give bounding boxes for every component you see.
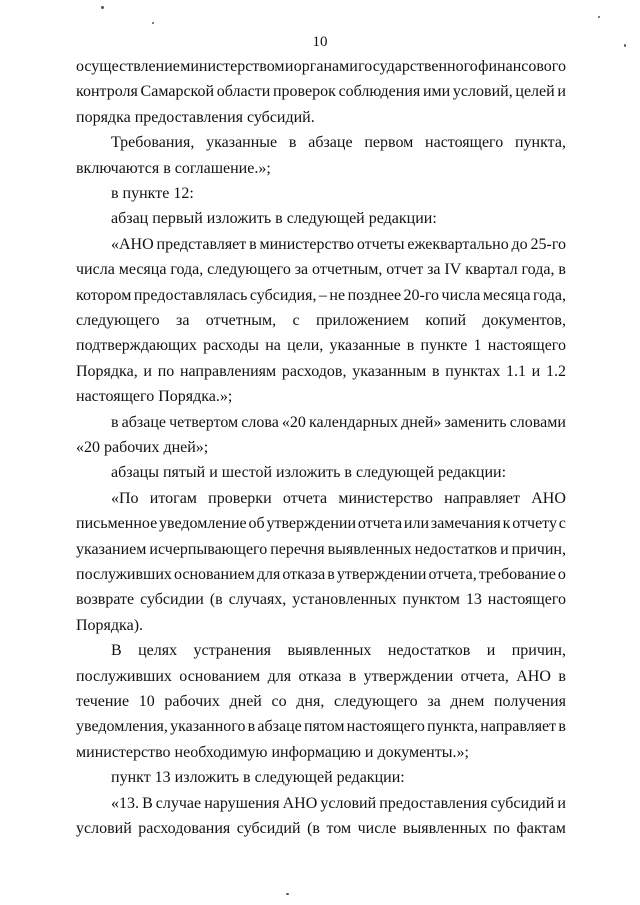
word: указанные	[329, 337, 401, 355]
page-number: 10	[312, 34, 328, 50]
word: проверок	[272, 83, 336, 101]
word: котором	[76, 286, 132, 304]
word: в	[558, 261, 566, 279]
word: календарных	[308, 413, 398, 431]
text-line	[111, 489, 566, 508]
word: «13.	[111, 794, 139, 812]
word: или	[403, 515, 430, 533]
text-line	[76, 57, 566, 76]
word: получения	[493, 693, 566, 710]
scan-speck	[286, 893, 289, 895]
word: расходов,	[281, 362, 347, 380]
word: Самарской	[140, 83, 215, 101]
word: письменное	[76, 515, 158, 533]
word: квартал	[465, 261, 518, 279]
word: возврате	[76, 591, 135, 609]
word: утверждении	[336, 566, 427, 583]
word: субсидия,	[249, 286, 317, 304]
word: в	[348, 667, 357, 685]
text-line: в пункте 12:	[111, 185, 194, 202]
word: (в	[307, 820, 320, 837]
text-line	[76, 514, 566, 533]
word: в	[431, 362, 440, 380]
word: органами	[293, 58, 358, 75]
word: отчету	[512, 515, 557, 533]
word: месяца	[118, 261, 167, 279]
word: В	[111, 642, 122, 660]
word: до	[511, 235, 528, 253]
scan-speck	[152, 22, 154, 24]
word: министерство	[338, 489, 433, 507]
word: приложением	[315, 312, 409, 329]
word: контроля	[76, 83, 138, 101]
word: и	[557, 83, 566, 101]
text-line: Порядка).	[76, 616, 144, 634]
word: недостатков	[387, 642, 471, 660]
word: замечания	[430, 515, 501, 533]
word: с	[558, 515, 566, 533]
word: подтверждающих	[76, 337, 197, 355]
word: месяца	[482, 286, 531, 304]
word: настоящего	[487, 337, 566, 355]
word: пунктом	[402, 591, 460, 609]
text-line: абзац первый изложить в следующей редакции:	[111, 210, 437, 228]
word: устранения	[193, 642, 272, 660]
word: АНО	[531, 489, 566, 507]
word: субсидий	[236, 820, 301, 837]
word: за	[294, 261, 309, 279]
word: и	[557, 794, 566, 812]
text-line	[76, 311, 566, 330]
text-line	[111, 133, 566, 152]
word: слова	[241, 413, 279, 431]
word: и	[531, 362, 541, 380]
word: утверждении	[266, 515, 357, 533]
word: о	[557, 566, 566, 583]
word: настоящего	[487, 591, 566, 609]
word: первом	[364, 134, 414, 152]
word: основанием	[173, 566, 255, 583]
word: послуживших	[76, 566, 172, 583]
word: проверки	[208, 489, 272, 507]
word: условий,	[452, 83, 513, 101]
word: 1	[473, 337, 482, 355]
word: (в	[209, 591, 223, 609]
word: недостатков	[414, 540, 498, 558]
word: не	[329, 286, 346, 304]
word: дней»	[401, 413, 442, 431]
word: направляет	[480, 718, 557, 736]
word: со	[271, 693, 287, 710]
text-line	[111, 235, 566, 254]
word: финансового	[478, 58, 566, 75]
word: заменить	[444, 413, 507, 431]
word: требование	[478, 566, 556, 583]
text-line	[111, 413, 566, 432]
text-line: включаются в соглашение.»;	[76, 159, 271, 177]
text-line: министерство необходимую информацию и документы.»;	[76, 743, 469, 761]
word: в	[288, 134, 297, 152]
word: 20-го	[403, 286, 440, 304]
scan-speck	[624, 44, 626, 47]
word: отчета,	[460, 667, 509, 685]
text-line: «20 рабочих дней»;	[76, 439, 209, 456]
word: В	[142, 794, 153, 812]
word: Требования,	[111, 134, 195, 152]
word: указанным	[352, 362, 427, 380]
word: случаях,	[228, 591, 287, 609]
word: отказа	[298, 667, 342, 685]
word: абзаце	[121, 413, 166, 431]
word: «АНО	[111, 235, 154, 253]
word: и	[284, 58, 294, 75]
word: по	[493, 820, 510, 837]
word: настоящего	[425, 134, 504, 152]
word: основанием	[179, 667, 261, 685]
word: причин,	[511, 642, 566, 660]
word: для	[267, 667, 292, 685]
word: 13	[465, 591, 482, 609]
word: «20	[281, 413, 306, 431]
word: настоящего	[346, 718, 425, 736]
word: АНО	[282, 794, 318, 812]
word: предоставлялась	[133, 286, 248, 304]
word: том	[326, 820, 352, 837]
word: дней	[229, 693, 262, 710]
word: причин,	[511, 540, 566, 558]
word: направляет	[444, 489, 521, 507]
word: документов,	[482, 312, 566, 329]
text-line	[76, 362, 566, 381]
word: условий	[76, 820, 132, 837]
text-line	[111, 794, 566, 813]
word: рабочих	[164, 693, 220, 710]
word: течение	[76, 693, 130, 710]
word: по	[157, 362, 175, 380]
word: на	[265, 337, 281, 355]
word: выявленных	[327, 540, 412, 558]
word: IV	[444, 261, 462, 279]
word: в	[247, 718, 256, 736]
word: целях	[138, 642, 178, 660]
word: области	[216, 83, 271, 101]
word: утверждении	[363, 667, 454, 685]
text-line: абзацы пятый и шестой изложить в следующей редакции:	[111, 464, 507, 482]
word: направлениям	[179, 362, 277, 380]
text-line	[76, 260, 566, 279]
word: отчета	[282, 489, 328, 507]
word: указанием	[76, 540, 147, 558]
word: 10	[138, 693, 155, 710]
word: в	[111, 413, 119, 431]
word: перечня	[270, 540, 325, 558]
word: за	[176, 312, 190, 329]
word: в	[406, 337, 415, 355]
word: случае	[155, 794, 202, 812]
text-line	[76, 286, 566, 305]
word: за	[427, 261, 441, 279]
text-line	[111, 641, 566, 660]
word: для	[256, 566, 281, 583]
scan-speck	[598, 16, 600, 18]
word: в	[249, 235, 257, 253]
word: к	[502, 515, 511, 533]
word: четвертом	[169, 413, 239, 431]
word: и	[486, 642, 496, 660]
word: ежеквартально	[407, 235, 509, 253]
text-line: порядка предоставления субсидий.	[76, 108, 315, 126]
text-line: пункт 13 изложить в следующей редакции:	[111, 769, 405, 787]
word: –	[318, 286, 327, 304]
word: и	[500, 540, 509, 558]
word: предоставления	[379, 794, 488, 812]
word: отчета,	[428, 566, 477, 583]
text-line	[76, 336, 566, 355]
word: следующего	[76, 312, 160, 329]
word: исчерпывающего	[149, 540, 268, 558]
word: отказа	[282, 566, 326, 583]
text-line	[76, 540, 566, 559]
word: указанные	[206, 134, 278, 152]
word: соблюдения	[338, 83, 421, 101]
text-line	[76, 667, 566, 686]
word: «По	[111, 489, 139, 507]
word: АНО	[516, 667, 551, 685]
word: министерство	[259, 235, 355, 253]
word: в	[558, 667, 566, 685]
word: нарушения	[204, 794, 280, 812]
word: отчеты	[356, 235, 405, 253]
word: отчета	[357, 515, 403, 533]
text-line	[76, 565, 566, 584]
word: ими	[422, 83, 451, 101]
word: субсидии	[140, 591, 204, 609]
word: числа	[441, 286, 481, 304]
word: целей	[515, 83, 555, 101]
word: копий	[425, 312, 467, 329]
scan-speck	[101, 6, 104, 9]
word: 1.1	[505, 362, 526, 380]
word: пункта,	[427, 718, 479, 736]
word: фактам	[516, 820, 566, 837]
word: 1.2	[545, 362, 566, 380]
word: года,	[533, 286, 566, 304]
word: словами	[509, 413, 566, 431]
word: абзаце	[308, 134, 353, 152]
word: 25-го	[530, 235, 566, 253]
word: выявленных	[402, 820, 487, 837]
word: следующего	[334, 693, 418, 710]
word: министерством	[180, 58, 285, 75]
word: установленных	[292, 591, 397, 609]
word: цели,	[287, 337, 324, 355]
word: числа	[76, 261, 115, 279]
word: позднее	[347, 286, 402, 304]
word: числе	[357, 820, 397, 837]
word: уведомления,	[76, 718, 168, 736]
text-line	[76, 82, 566, 101]
word: отчет	[386, 261, 424, 279]
word: пункта,	[514, 134, 566, 152]
word: отчетным,	[312, 261, 383, 279]
word: отчетным,	[205, 312, 277, 329]
word: итогам	[149, 489, 197, 507]
word: уведомление	[159, 515, 247, 533]
word: Порядка,	[76, 362, 138, 380]
word: осуществление	[76, 58, 180, 75]
word: расходования	[138, 820, 231, 837]
word: днем	[450, 693, 485, 710]
word: за	[427, 693, 441, 710]
word: выявленных	[287, 642, 372, 660]
text-line	[76, 717, 566, 736]
word: дня,	[296, 693, 325, 710]
text-line	[76, 590, 566, 609]
word: абзаце	[257, 718, 302, 736]
word: субсидий	[490, 794, 555, 812]
word: в	[558, 718, 566, 736]
word: пунктах	[445, 362, 501, 380]
word: года,	[521, 261, 555, 279]
word: пункте	[420, 337, 468, 355]
text-line: настоящего Порядка.»;	[76, 388, 233, 406]
word: послуживших	[76, 667, 172, 685]
word: государственного	[358, 58, 478, 75]
word: и	[143, 362, 152, 380]
word: с	[292, 312, 300, 329]
word: следующего	[207, 261, 291, 279]
word: расходы	[203, 337, 259, 355]
word: года,	[170, 261, 204, 279]
word: пятом	[303, 718, 345, 736]
word: в	[327, 566, 335, 583]
word: представляет	[156, 235, 247, 253]
word: условий	[320, 794, 377, 812]
word: об	[248, 515, 265, 533]
word: указанного	[170, 718, 246, 736]
text-line	[76, 819, 566, 838]
text-line	[76, 692, 566, 711]
